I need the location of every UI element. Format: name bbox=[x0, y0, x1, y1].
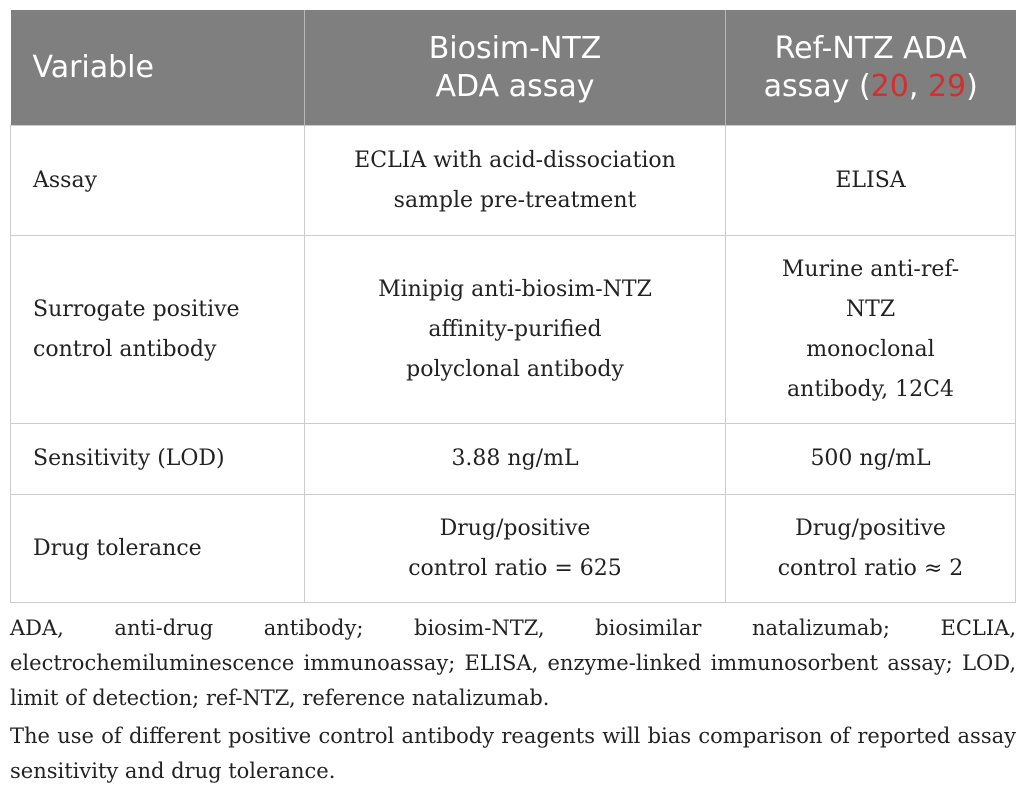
table-row-assay bbox=[11, 126, 1016, 236]
cell-line: sample pre-treatment bbox=[393, 187, 637, 213]
row-sensitivity-biosim bbox=[305, 424, 726, 495]
header-ref-line-1: Ref-NTZ ADA bbox=[774, 30, 967, 66]
header-biosim-line-1: Biosim-NTZ bbox=[428, 30, 602, 66]
cell-line: Minipig anti-biosim-NTZ bbox=[378, 276, 652, 302]
cell-line: affinity-purified bbox=[428, 316, 602, 342]
cell-line: Murine anti-ref- bbox=[781, 256, 960, 282]
table-row-sensitivity bbox=[11, 424, 1016, 495]
row-control-ref bbox=[726, 236, 1016, 424]
row-assay-biosim bbox=[305, 126, 726, 236]
footnote-note: The use of different positive control antibody reagents will bias comparison of reported assay sensitivity and drug tolerance. bbox=[10, 724, 1016, 783]
table-row-drug-tolerance bbox=[11, 495, 1016, 603]
cell-line: control ratio ≈ 2 bbox=[777, 555, 964, 581]
cell-line: 500 ng/mL bbox=[810, 446, 931, 471]
cell-line: Drug/positive bbox=[795, 515, 946, 541]
header-ref-prefix: assay ( bbox=[763, 68, 871, 104]
cell-line: Assay bbox=[33, 167, 98, 193]
cell-line: Sensitivity (LOD) bbox=[33, 446, 225, 471]
citation-link-20[interactable]: 20 bbox=[870, 68, 909, 104]
row-sensitivity-variable bbox=[11, 424, 305, 495]
row-drug-variable bbox=[11, 495, 305, 603]
cell-line: control ratio = 625 bbox=[408, 555, 622, 581]
table-header bbox=[11, 10, 1016, 126]
header-ref-assay bbox=[726, 10, 1016, 126]
header-ref-suffix: ) bbox=[966, 68, 978, 104]
cell-line: NTZ bbox=[845, 296, 896, 322]
cell-line: Drug tolerance bbox=[33, 535, 202, 561]
row-assay-variable bbox=[11, 126, 305, 236]
row-drug-ref bbox=[726, 495, 1016, 603]
cell-line: control antibody bbox=[33, 336, 217, 362]
cell-line: 3.88 ng/mL bbox=[451, 446, 579, 471]
row-control-biosim bbox=[305, 236, 726, 424]
table-row-surrogate-control bbox=[11, 236, 1016, 424]
cell-line: polyclonal antibody bbox=[406, 356, 624, 382]
cell-line: ECLIA with acid-dissociation bbox=[354, 147, 676, 173]
footnote-abbreviations: ADA, anti-drug antibody; biosim-NTZ, biosimilar natalizumab; ECLIA, electrochemiluminescence immunoassay; ELISA, enzyme-linked immunosorbent assay; LOD, limit of detection; ref-NTZ, reference natalizumab. bbox=[10, 616, 1016, 710]
cell-line: monoclonal bbox=[806, 336, 935, 362]
row-sensitivity-ref bbox=[726, 424, 1016, 495]
cell-line: ELISA bbox=[835, 167, 906, 193]
row-control-variable bbox=[11, 236, 305, 424]
comparison-table bbox=[10, 10, 1016, 603]
row-drug-biosim bbox=[305, 495, 726, 603]
header-biosim-line-2: ADA assay bbox=[435, 68, 595, 104]
header-row bbox=[11, 10, 1016, 126]
row-assay-ref bbox=[726, 126, 1016, 236]
cell-line: antibody, 12C4 bbox=[787, 376, 954, 402]
cell-line: Surrogate positive bbox=[33, 296, 240, 322]
header-ref-separator: , bbox=[908, 68, 928, 104]
citation-link-29[interactable]: 29 bbox=[927, 68, 967, 104]
header-biosim-assay bbox=[305, 10, 726, 126]
header-variable: Variable bbox=[11, 10, 305, 126]
table-body bbox=[11, 126, 1016, 603]
header-ref-line-2 bbox=[726, 68, 1016, 106]
cell-line: Drug/positive bbox=[439, 515, 591, 541]
